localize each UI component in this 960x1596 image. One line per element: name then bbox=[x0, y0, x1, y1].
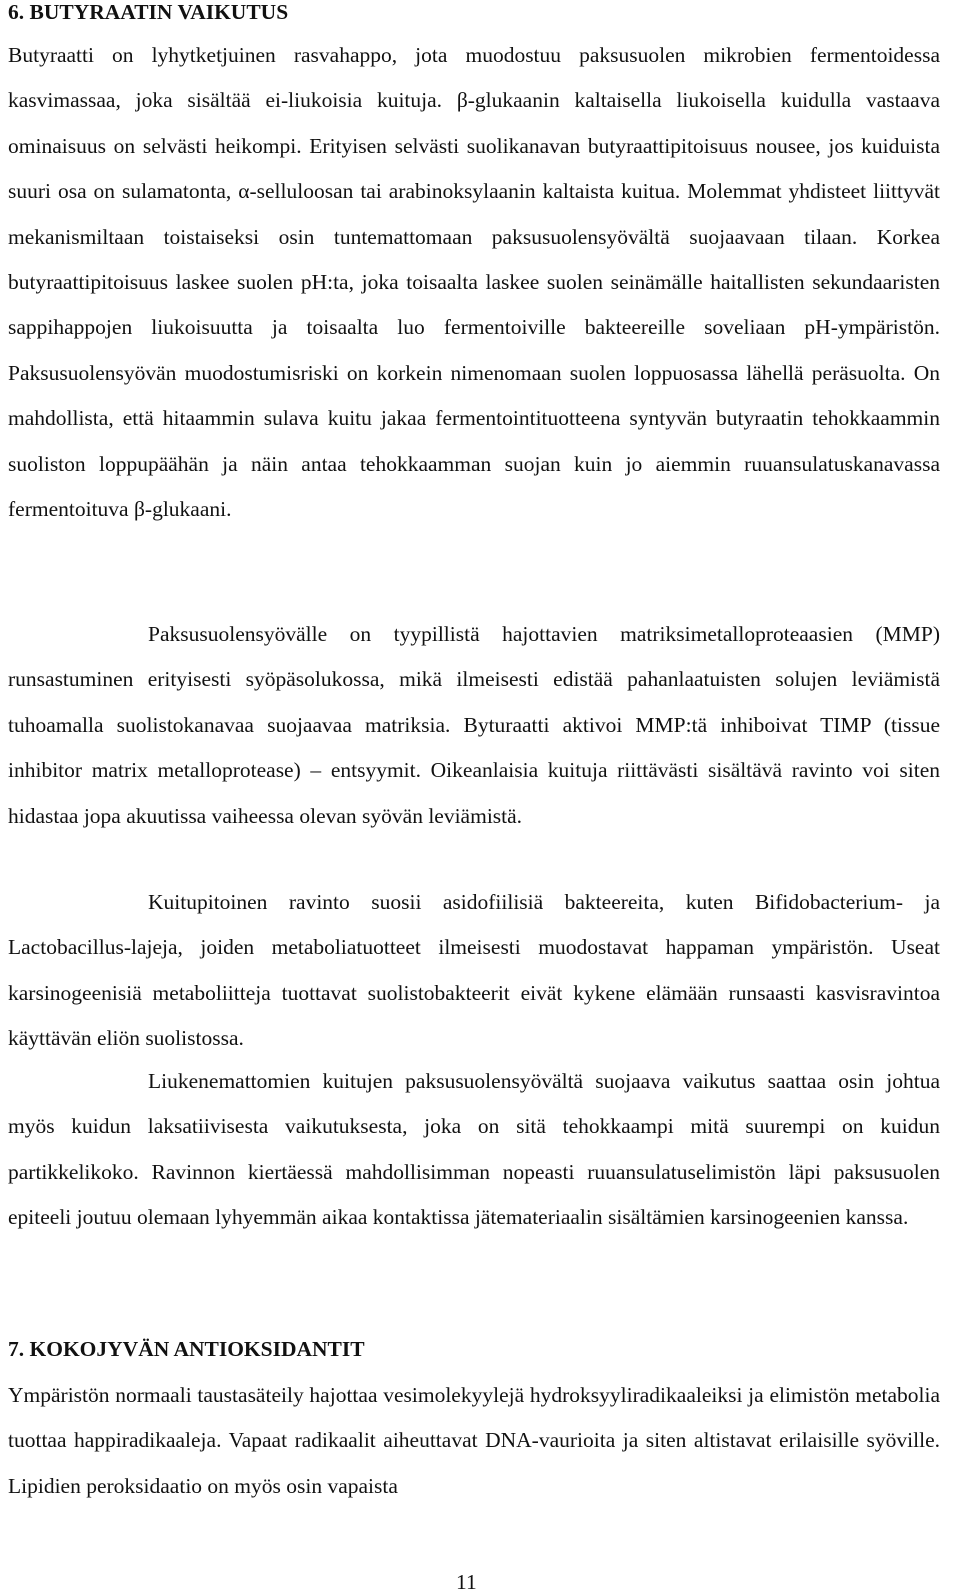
section-heading-antioxidants: 7. KOKOJYVÄN ANTIOKSIDANTIT bbox=[8, 1337, 365, 1361]
paragraph-insoluble-fiber: Liukenemattomien kuitujen paksusuolensyövältä suojaava vaikutus saattaa osin johtua myös kuidun laksatiivisesta vaikutuksesta, joka on sitä tehokkaampi mitä suurempi on kuidun partikkelikoko. Ravinnon kiertäessä mahdollisimman nopeasti ruuansulatuselimistön läpi paksusuolen epiteeli joutuu olemaan lyhyemmän aikaa kontaktissa jätemateriaalin sisältämien karsinogeenien kanssa. bbox=[8, 1069, 940, 1230]
paragraph-mmp: Paksusuolensyövälle on tyypillistä hajottavien matriksimetalloproteaasien (MMP) runsastuminen erityisesti syöpäsolukossa, mikä ilmeisesti edistää pahanlaatuisten solujen leviämistä tuhoamalla suolistokanavaa suojaavaa matriksia. Byturaatti aktivoi MMP:tä inhiboivat TIMP (tissue inhibitor matrix metalloprotease) – entsyymit. Oikeanlaisia kuituja riittävästi sisältävä ravinto voi siten hidastaa jopa akuutissa vaiheessa olevan syövän leviämistä. bbox=[8, 622, 940, 828]
paragraph-acidophilic-bacteria: Kuitupitoinen ravinto suosii asidofiilisiä bakteereita, kuten Bifidobacterium- ja Lactobacillus-lajeja, joiden metaboliatuotteet ilmeisesti muodostavat happaman ympäristön. Useat karsinogeenisiä metaboliitteja tuottavat suolistobakteerit eivät kykene elämään runsaasti kasvisravintoa käyttävän eliön suolistossa. bbox=[8, 890, 940, 1051]
paragraph-antioxidants: Ympäristön normaali taustasäteily hajottaa vesimolekyylejä hydroksyyliradikaaleiksi ja elimistön metabolia tuottaa happiradikaaleja. Vapaat radikaalit aiheuttavat DNA-vaurioita ja siten altistavat erilaisille syöville. Lipidien peroksidaatio on myös osin vapaista bbox=[8, 1383, 940, 1498]
page-number: 11 bbox=[456, 1570, 477, 1594]
paragraph-butyrate-intro: Butyraatti on lyhytketjuinen rasvahappo, jota muodostuu paksusuolen mikrobien fermentoidessa kasvimassaa, joka sisältää ei-liukoisia kuituja. β-glukaanin kaltaisella liukoisella kuidulla vastaava ominaisuus on selvästi heikompi. Erityisen selvästi suolikanavan butyraattipitoisuus nousee, jos kuiduista suuri osa on sulamatonta, α-selluloosan tai arabinoksylaanin kaltaista kuitua. Molemmat yhdisteet liittyvät mekanismiltaan toistaiseksi osin tuntemattomaan paksusuolensyövältä suojaavaan tilaan. Korkea butyraattipitoisuus laskee suolen pH:ta, joka toisaalta laskee suolen seinämälle haitallisten sekundaaristen sappihappojen liukoisuutta ja toisaalta luo fermentoiville bakteereille soveliaan pH-ympäristön. Paksusuolensyövän muodostumisriski on korkein nimenomaan suolen loppuosassa lähellä peräsuolta. On mahdollista, että hitaammin sulava kuitu jakaa fermentointituotteena syntyvän butyraatin tehokkaammin suoliston loppupäähän ja näin antaa tehokkaamman suojan kuin jo aiemmin ruuansulatuskanavassa fermentoituva β-glukaani. bbox=[8, 43, 940, 522]
section-heading-butyrate: 6. BUTYRAATIN VAIKUTUS bbox=[8, 0, 289, 24]
